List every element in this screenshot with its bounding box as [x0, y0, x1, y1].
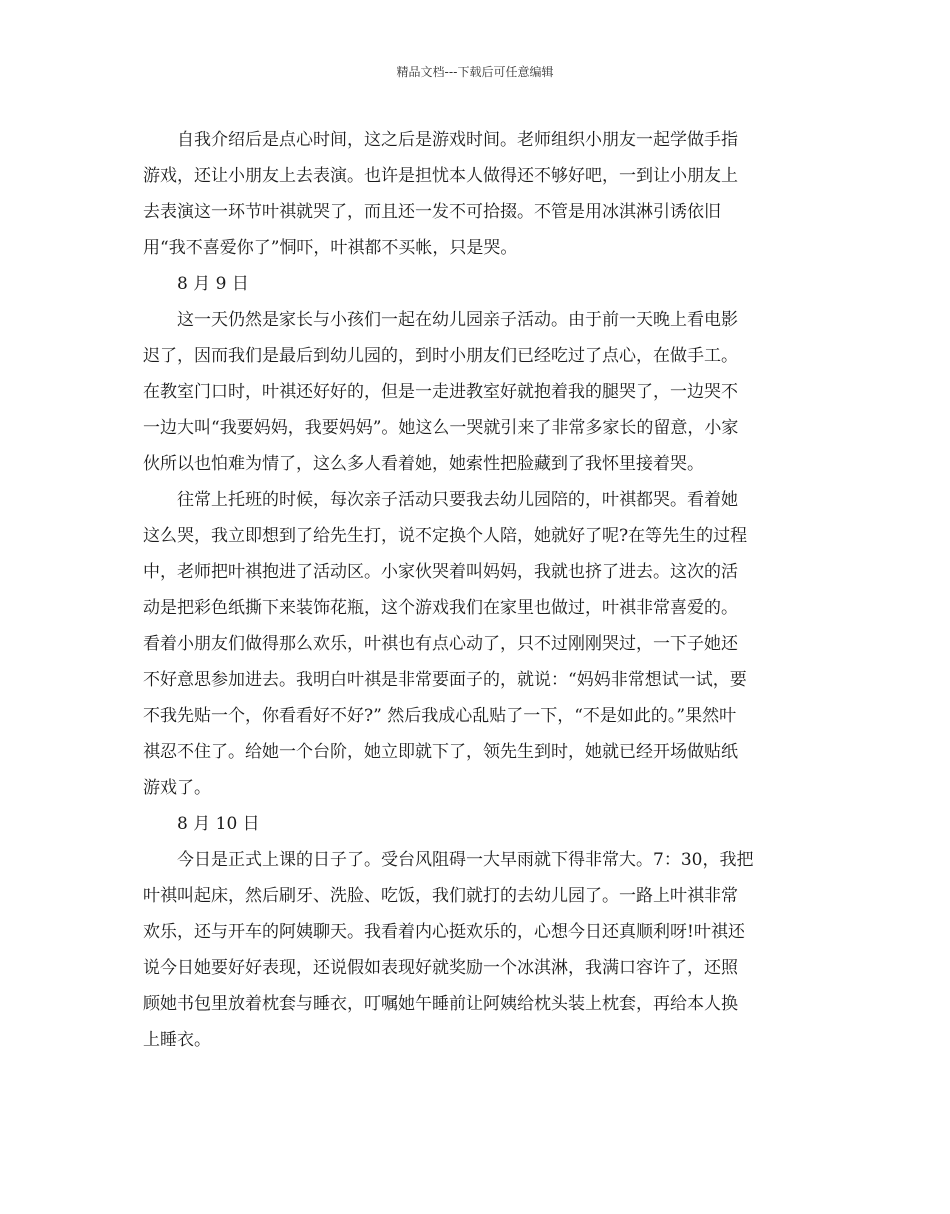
date-text: 8 月 9 日 — [177, 274, 249, 294]
text-line: 中，老师把叶祺抱进了活动区。小家伙哭着叫妈妈，我就也挤了进去。这次的活 — [143, 562, 738, 582]
text-line: 用“我不喜爱你了”恫吓，叶祺都不买帐，只是哭。 — [143, 238, 518, 258]
text-line: 顾她书包里放着枕套与睡衣，叮嘱她午睡前让阿姨给枕头装上枕套，再给本人换 — [143, 994, 738, 1014]
text-line: 欢乐，还与开车的阿姨聊天。我看着内心挺欢乐的，心想今日还真顺利呀!叶祺还 — [143, 922, 745, 942]
text-line: 游戏了。 — [143, 778, 211, 798]
paragraph — [143, 302, 809, 482]
text-line: 看着小朋友们做得那么欢乐，叶祺也有点心动了，只不过刚刚哭过，一下子她还 — [143, 634, 738, 654]
text-line: 不好意思参加进去。我明白叶祺是非常要面子的，就说：“妈妈非常想试一试，要 — [143, 670, 747, 690]
text-line: 叶祺叫起床，然后刷牙、洗脸、吃饭，我们就打的去幼儿园了。一路上叶祺非常 — [143, 886, 738, 906]
text-line: 这么哭，我立即想到了给先生打，说不定换个人陪，她就好了呢?在等先生的过程 — [143, 526, 748, 546]
text-line: 去表演这一环节叶祺就哭了，而且还一发不可拾掇。不管是用冰淇淋引诱依旧 — [143, 202, 721, 222]
text-line: 说今日她要好好表现，还说假如表现好就奖励一个冰淇淋，我满口容许了，还照 — [143, 958, 738, 978]
text-line: 动是把彩色纸撕下来装饰花瓶，这个游戏我们在家里也做过，叶祺非常喜爱的。 — [143, 598, 738, 618]
date-heading — [143, 266, 809, 302]
text-line: 伙所以也怕难为情了，这么多人看着她，她索性把脸藏到了我怀里接着哭。 — [143, 454, 704, 474]
paragraph — [143, 842, 809, 1058]
text-line: 祺忍不住了。给她一个台阶，她立即就下了，领先生到时，她就已经开场做贴纸 — [143, 742, 738, 762]
date-heading — [143, 806, 809, 842]
paragraph — [143, 122, 809, 266]
document-body — [143, 122, 809, 1058]
text-line: 自我介绍后是点心时间，这之后是游戏时间。老师组织小朋友一起学做手指 — [177, 130, 738, 150]
text-line: 在教室门口时，叶祺还好好的，但是一走进教室好就抱着我的腿哭了，一边哭不 — [143, 382, 738, 402]
paragraph — [143, 482, 809, 806]
page-header: 精品文档---下载后可任意编辑 — [396, 65, 554, 79]
text-line: 迟了，因而我们是最后到幼儿园的，到时小朋友们已经吃过了点心，在做手工。 — [143, 346, 738, 366]
text-line: 往常上托班的时候，每次亲子活动只要我去幼儿园陪的，叶祺都哭。看着她 — [177, 490, 738, 510]
date-text: 8 月 10 日 — [177, 814, 260, 834]
text-line: 这一天仍然是家长与小孩们一起在幼儿园亲子活动。由于前一天晚上看电影 — [177, 310, 738, 330]
text-line: 游戏，还让小朋友上去表演。也许是担忧本人做得还不够好吧，一到让小朋友上 — [143, 166, 738, 186]
text-line: 上睡衣。 — [143, 1030, 211, 1050]
text-line: 一边大叫“我要妈妈，我要妈妈”。她这么一哭就引来了非常多家长的留意，小家 — [143, 418, 739, 438]
text-line: 今日是正式上课的日子了。受台风阻碍一大早雨就下得非常大。7：30，我把 — [177, 850, 754, 870]
text-line: 不我先贴一个，你看看好不好?” 然后我成心乱贴了一下，“不是如此的。”果然叶 — [143, 706, 737, 726]
